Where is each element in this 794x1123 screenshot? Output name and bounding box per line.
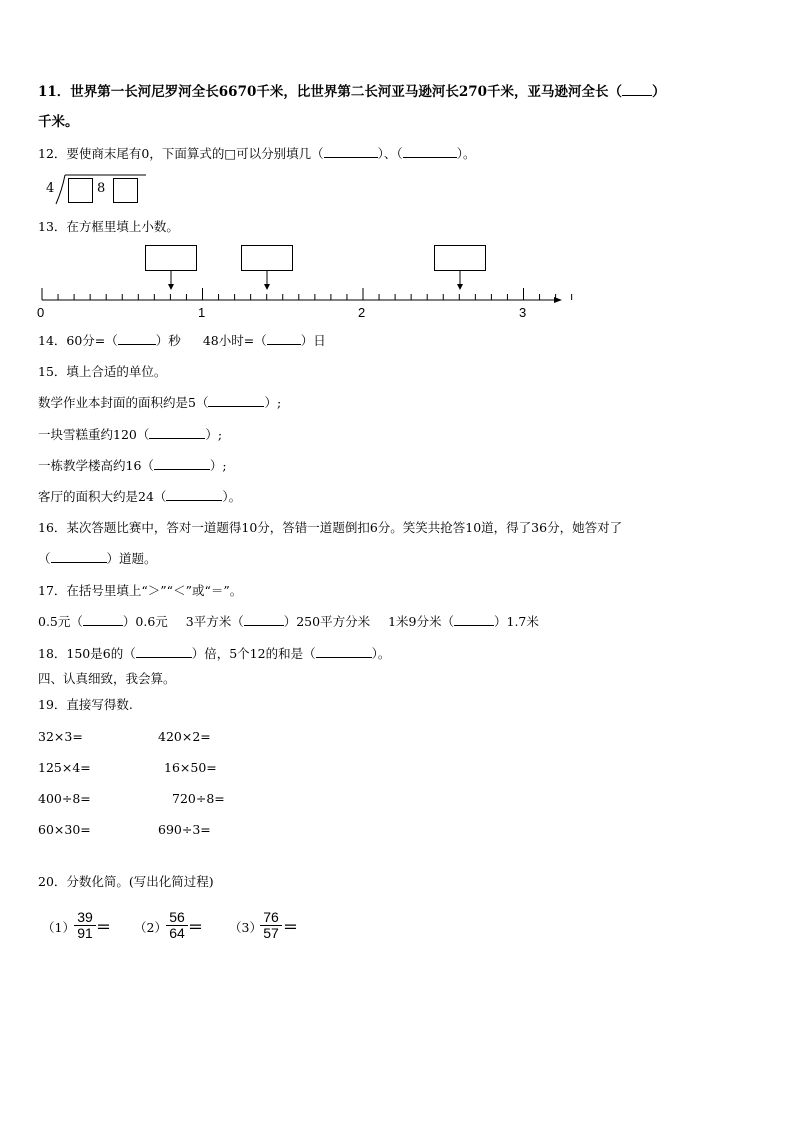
- q11-line1: 11．世界第一长河尼罗河全长6670千米，比世界第二长河亚马逊河长270千米，亚马逊河全长（ ）: [38, 84, 666, 100]
- q20-label-1: （1）: [42, 920, 75, 935]
- q16-line2: （ ）道题。: [38, 551, 157, 566]
- q16-line1: 16．某次答题比赛中，答对一道题得10分，答错一道题倒扣6分。笑笑共抢答10道，得了36分，她答对了: [38, 520, 623, 535]
- q15-item-1: 数学作业本封面的面积约是5（ ）;: [38, 395, 282, 410]
- q12-divisor: 4: [46, 181, 55, 196]
- q20-label-2: （2）: [134, 920, 167, 935]
- q15-title: 15．填上合适的单位。: [38, 364, 167, 379]
- q20-title: 20．分数化简。(写出化简过程): [38, 874, 214, 889]
- q15-item-2: 一块雪糕重约120（ ）;: [38, 427, 223, 442]
- q13-question: 13．在方框里填上小数。: [38, 219, 179, 234]
- q14-question: 14．60分=（ ）秒 48小时=（ ）日: [38, 333, 326, 348]
- q20-numerator-2: 56: [166, 910, 188, 926]
- q19-title: 19．直接写得数.: [38, 697, 133, 712]
- q20-denominator-2: 64: [169, 925, 185, 941]
- q15-blank-1[interactable]: [208, 395, 264, 407]
- q19-left-2: 125×4=: [38, 760, 91, 775]
- number-line-ticks: [42, 288, 572, 300]
- q20-numerator-1: 39: [74, 910, 96, 926]
- q12-middle-digit: 8: [97, 181, 106, 196]
- q19-right-2: 16×50=: [164, 760, 217, 775]
- tick-label-1: 1: [198, 305, 206, 320]
- q20-fraction-2: [166, 910, 188, 941]
- q18-question: 18．150是6的（ ）倍，5个12的和是（ ）。: [38, 646, 391, 661]
- q20-fraction-3: [260, 910, 282, 941]
- arrowhead-3: [457, 284, 463, 290]
- q17-items: 0.5元（ ）0.6元 3平方米（ ）250平方分米 1米9分米（ ）1.7米: [38, 614, 539, 629]
- q14-blank-seconds[interactable]: [118, 333, 156, 345]
- section-4-heading: 四、认真细致，我会算。: [38, 671, 176, 686]
- q15-blank-4[interactable]: [166, 489, 222, 501]
- q20-equals-1: ＝: [96, 918, 112, 936]
- tick-label-0: 0: [37, 305, 45, 320]
- q18-blank-1[interactable]: [136, 646, 192, 658]
- q20-equals-3: ＝: [283, 918, 299, 936]
- q14-blank-days[interactable]: [267, 333, 301, 345]
- q20-denominator-1: 91: [77, 925, 93, 941]
- q18-blank-2[interactable]: [316, 646, 372, 658]
- q12-question: 12．要使商末尾有0，下面算式的□可以分别填几（ ）、（ ）。: [38, 146, 476, 161]
- q19-left-1: 32×3=: [38, 729, 83, 744]
- q20-equals-2: ＝: [188, 918, 204, 936]
- number-line-arrow: [554, 297, 562, 303]
- q13-answer-box-2[interactable]: [241, 245, 293, 271]
- q15-blank-2[interactable]: [149, 427, 205, 439]
- q20-label-3: （3）: [229, 920, 262, 935]
- q20-fraction-1: [74, 910, 96, 941]
- q20-denominator-3: 57: [263, 925, 279, 941]
- q13-answer-box-3[interactable]: [434, 245, 486, 271]
- q20-numerator-3: 76: [260, 910, 282, 926]
- arrowhead-1: [168, 284, 174, 290]
- tick-label-3: 3: [519, 305, 527, 320]
- q19-right-3: 720÷8=: [172, 791, 225, 806]
- q19-left-4: 60×30=: [38, 822, 91, 837]
- q19-right-1: 420×2=: [158, 729, 211, 744]
- q17-blank-2[interactable]: [244, 614, 284, 626]
- q16-answer-blank[interactable]: [51, 551, 107, 563]
- q17-blank-3[interactable]: [454, 614, 494, 626]
- q19-right-4: 690÷3=: [158, 822, 211, 837]
- q15-blank-3[interactable]: [154, 458, 210, 470]
- q19-left-3: 400÷8=: [38, 791, 91, 806]
- q15-item-3: 一栋教学楼高约16（ ）;: [38, 458, 227, 473]
- q17-title: 17．在括号里填上“＞”“＜”或“＝”。: [38, 583, 243, 598]
- tick-label-2: 2: [358, 305, 366, 320]
- q15-item-4: 客厅的面积大约是24（ ）。: [38, 489, 242, 504]
- q17-blank-1[interactable]: [83, 614, 123, 626]
- q11-line2: 千米。: [38, 114, 79, 130]
- q13-answer-box-1[interactable]: [145, 245, 197, 271]
- arrowhead-2: [264, 284, 270, 290]
